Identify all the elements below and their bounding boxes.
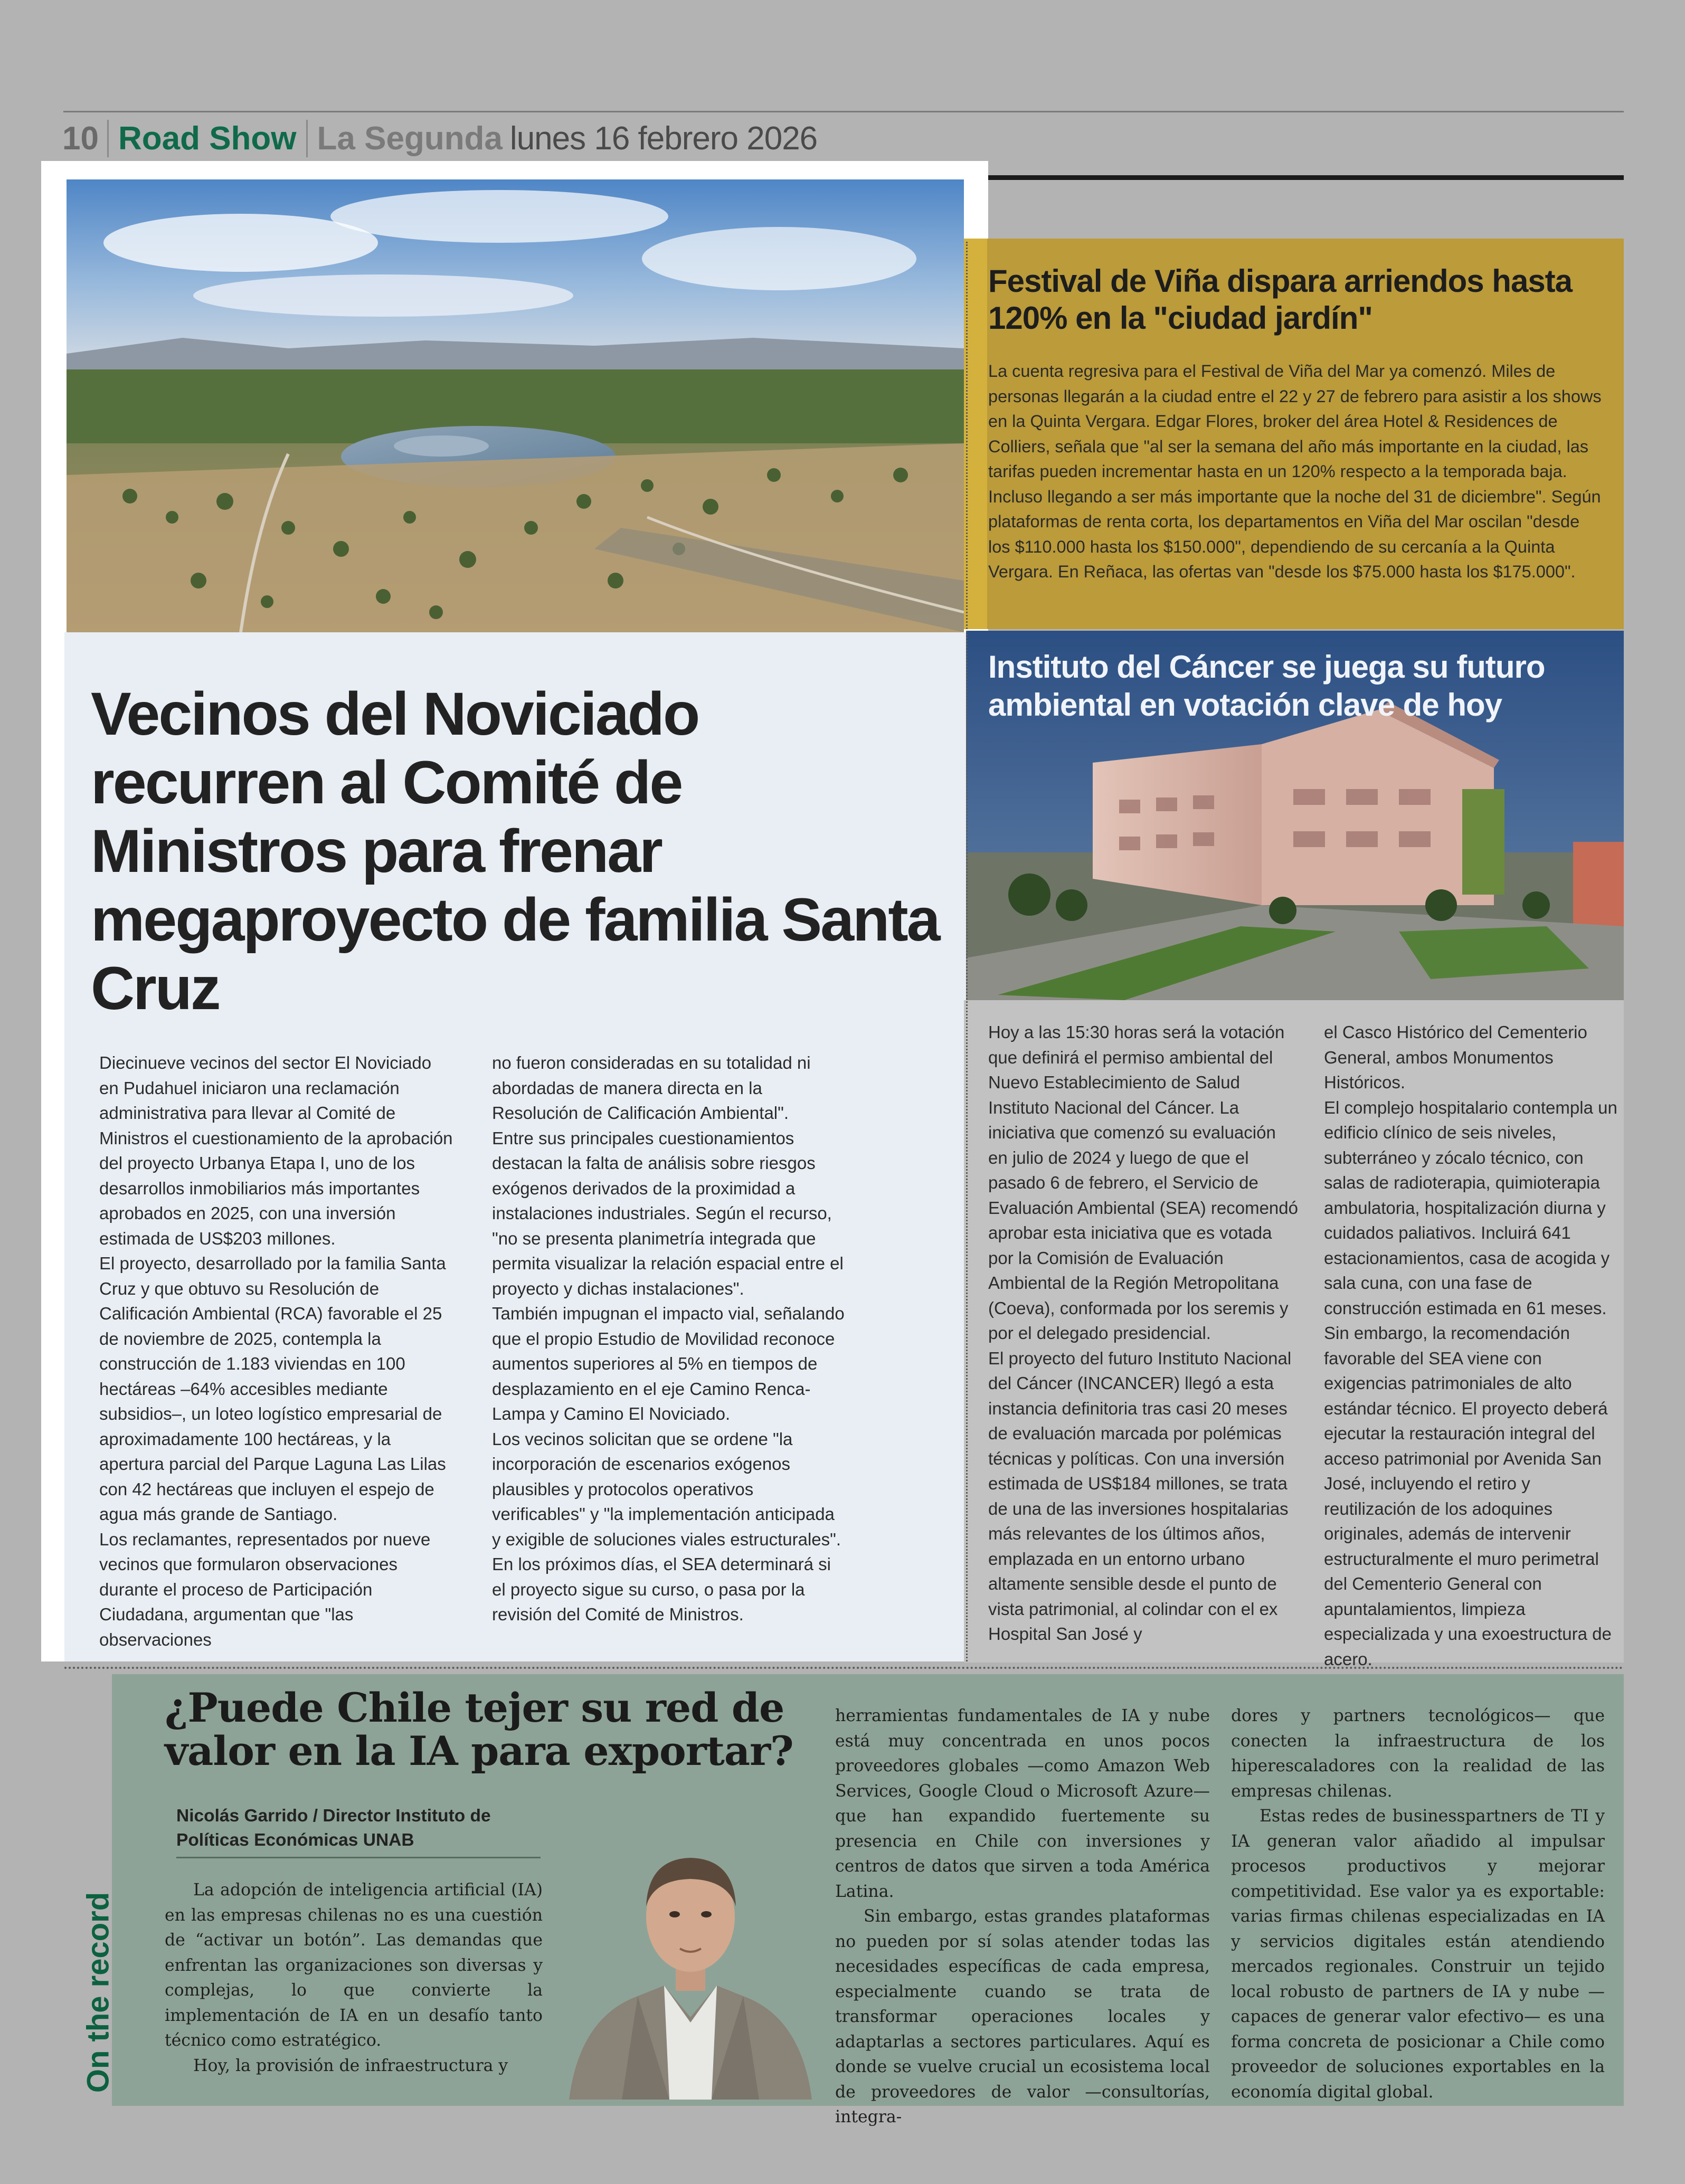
main-article-headline: Vecinos del Noviciado recurren al Comité de Ministros para frenar megaproyecto de familia Santa Cruz [91,680,939,1022]
opinion-headline: ¿Puede Chile tejer su red de valor en la IA para exportar? [165,1684,793,1774]
opinion-author: Nicolás Garrido / Director Instituto de Políticas Económicas UNAB [176,1804,541,1858]
issue-date: lunes 16 febrero 2026 [509,120,818,157]
section-name: Road Show [107,120,306,157]
section-divider-dotted [64,1667,1624,1669]
paragraph: Estas redes de businesspartners de TI y IA generan valor añadido al impulsar procesos productivos y mejorar competitividad. Ese valor ya es exportable: varias firmas chilenas especializadas en IA y servicios digitales están atendiendo mercados regionales. Construir un tejido local robusto de partners de IA y nube —capaces de generar valor efectivo— es una forma concreta de posicionar a Chile como proveedor de soluciones exportables en la economía digital global. [1231,1807,1605,2102]
paragraph: El proyecto, desarrollado por la familia Santa Cruz y que obtuvo su Resolución de Calificación Ambiental (RCA) favorable el 25 de noviembre de 2025, contempla la construcción de 1.183 viviendas en 100 hectáreas –64% accesibles mediante subsidios–, un loteo logístico empresarial de aproximadamente 100 hectáreas, y la apertura parcial del Parque Laguna Las Lilas con 42 hectáreas que incluyen el espejo de agua más grande de Santiago. [99,1254,446,1524]
page-number: 10 [62,120,99,157]
instituto-column-2 [1324,1020,1620,1672]
main-article-column-2 [492,1050,847,1627]
paragraph: herramientas fundamentales de IA y nube está muy concentrada en unos pocos proveedores globales —como Amazon Web Services, Google Cloud o Microsoft Azure— que han expandido fuertemente su presencia en Chile con inversiones y centros de datos que sirven a toda América Latina. [835,1706,1210,1901]
opinion-section-label [77,1879,119,2106]
paragraph: Los vecinos solicitan que se ordene "la incorporación de escenarios exógenos plausibles y protocolos operativos verificables" y "la implementación anticipada y exigible de soluciones viales estructurales". [492,1429,841,1549]
instituto-headline: Instituto del Cáncer se juega su futuro ambiental en votación clave de hoy [988,649,1545,723]
aerial-lagoon-photo [67,179,964,632]
paragraph: Hoy a las 15:30 horas será la votación que definirá el permiso ambiental del Nuevo Establecimiento de Salud Instituto Nacional del Cáncer. La iniciativa que comenzó su evaluación en julio de 2024 y luego de que el pasado 6 de febrero, el Servicio de Evaluación Ambiental (SEA) recomendó aprobar esta iniciativa que es votada por la Comisión de Evaluación Ambiental de la Región Metropolitana (Coeva), conformada por los seremis y por el delegado presidencial. [988,1022,1298,1343]
opinion-column-1 [165,1878,543,2078]
paragraph: Entre sus principales cuestionamientos destacan la falta de análisis sobre riesgos exógenos derivados de la proximidad a instalaciones industriales. Según el recurso, "no se presenta planimetría integrada que permita visualizar la relación espacial entre el proyecto y dichas instalaciones". [492,1128,844,1298]
festival-body: La cuenta regresiva para el Festival de Viña del Mar ya comenzó. Miles de personas llegarán a la ciudad entre el 22 y 27 de febrero para asistir a los shows en la Quinta Vergara. Edgar Flores, broker del área Hotel & Residences de Colliers, señala que "al ser la semana del año más importante en la ciudad, las tarifas pueden incrementar hasta en un 120% respecto a la temporada baja. Incluso llegando a ser más importante que la noche del 31 de diciembre". Según plataformas de renta corta, los departamentos en Viña del Mar oscilan "desde los $110.000 hasta los $150.000", dependiendo de su cercanía a la Quinta Vergara. En Reñaca, las ofertas van "desde los $75.000 hasta los $175.000". [988,362,1602,581]
paragraph: Los reclamantes, representados por nueve vecinos que formularon observaciones durante el proceso de Participación Ciudadana, argumentan que "las observaciones [99,1529,431,1649]
publication-name: La Segunda [306,120,510,157]
opinion-column-2 [835,1704,1210,2130]
author-portrait [558,1817,821,2100]
paragraph: Diecinueve vecinos del sector El Noviciado en Pudahuel iniciaron una reclamación administrativa para llevar al Comité de Ministros el cuestionamiento de la aprobación del proyecto Urbanya Etapa I, uno de los desarrollos inmobiliarios más importantes aprobados en 2025, con una inversión estimada de US$203 millones. [99,1053,453,1248]
page-header [62,117,817,159]
festival-headline: Festival de Viña dispara arriendos hasta 120% en la "ciudad jardín" [988,263,1573,336]
paragraph: En los próximos días, el SEA determinará si el proyecto sigue su curso, o pasa por la revisión del Comité de Ministros. [492,1554,831,1624]
opinion-column-3 [1231,1704,1605,2105]
on-the-record-label: On the record [81,1892,116,2093]
paragraph: Sin embargo, la recomendación favorable del SEA viene con exigencias patrimoniales de alto estándar técnico. El proyecto deberá ejecutar la restauración integral del acceso patrimonial por Avenida San José, incluyendo el retiro y reutilización de los adoquines originales, además de intervenir estructuralmente el muro perimetral del Cementerio General con apuntalamientos, limpieza especializada y una exoestructura de acero. [1324,1323,1612,1669]
column-divider-dotted [966,242,968,1661]
header-top-rule [63,111,1624,112]
paragraph: Hoy, la provisión de infraestructura y [193,2056,508,2075]
instituto-column-1 [988,1020,1299,1647]
paragraph: El complejo hospitalario contempla un edificio clínico de seis niveles, subterráneo y zócalo técnico, con salas de radioterapia, quimioterapia ambulatoria, hospitalización diurna y cuidados paliativos. Incluirá 641 estacionamientos, casa de acogida y sala cuna, con una fase de construcción estimada en 61 meses. [1324,1097,1617,1318]
main-article-column-1 [99,1050,454,1652]
paragraph: no fueron consideradas en su totalidad ni abordadas de manera directa en la Resolución de Calificación Ambiental". [492,1053,811,1123]
paragraph: el Casco Histórico del Cementerio General, ambos Monumentos Históricos. [1324,1022,1587,1092]
paragraph: También impugnan el impacto vial, señalando que el propio Estudio de Movilidad reconoce aumentos superiores al 5% en tiempos de desplazamiento en el eje Camino Renca-Lampa y Camino El Noviciado. [492,1304,845,1423]
header-thick-rule [987,175,1624,180]
paragraph: El proyecto del futuro Instituto Nacional del Cáncer (INCANCER) llegó a esta instancia definitoria tras casi 20 meses de evaluación marcada por polémicas técnicas y políticas. Con una inversión estimada de US$184 millones, se trata de una de las inversiones hospitalarias más relevantes de los últimos años, emplazada en un entorno urbano altamente sensible desde el punto de vista patrimonial, al colindar con el ex Hospital San José y [988,1348,1292,1644]
paragraph: Sin embargo, estas grandes plataformas no pueden por sí solas atender todas las necesidades específicas de cada empresa, especialmente cuando se trata de transformar operaciones locales y adaptarlas a sectores particulares. Aquí es donde se vuelve crucial un ecosistema local de proveedores de valor —consultorías, integra- [835,1907,1210,2126]
paragraph: dores y partners tecnológicos— que conecten la infraestructura de los hiperescaladores con la realidad de las empresas chilenas. [1231,1706,1605,1801]
paragraph: La adopción de inteligencia artificial (IA) en las empresas chilenas no es una cuestión de “activar un botón”. Las demandas que enfrentan las organizaciones son diversas y complejas, lo que convierte la implementación de IA en un desafío tanto técnico como estratégico. [165,1881,543,2050]
